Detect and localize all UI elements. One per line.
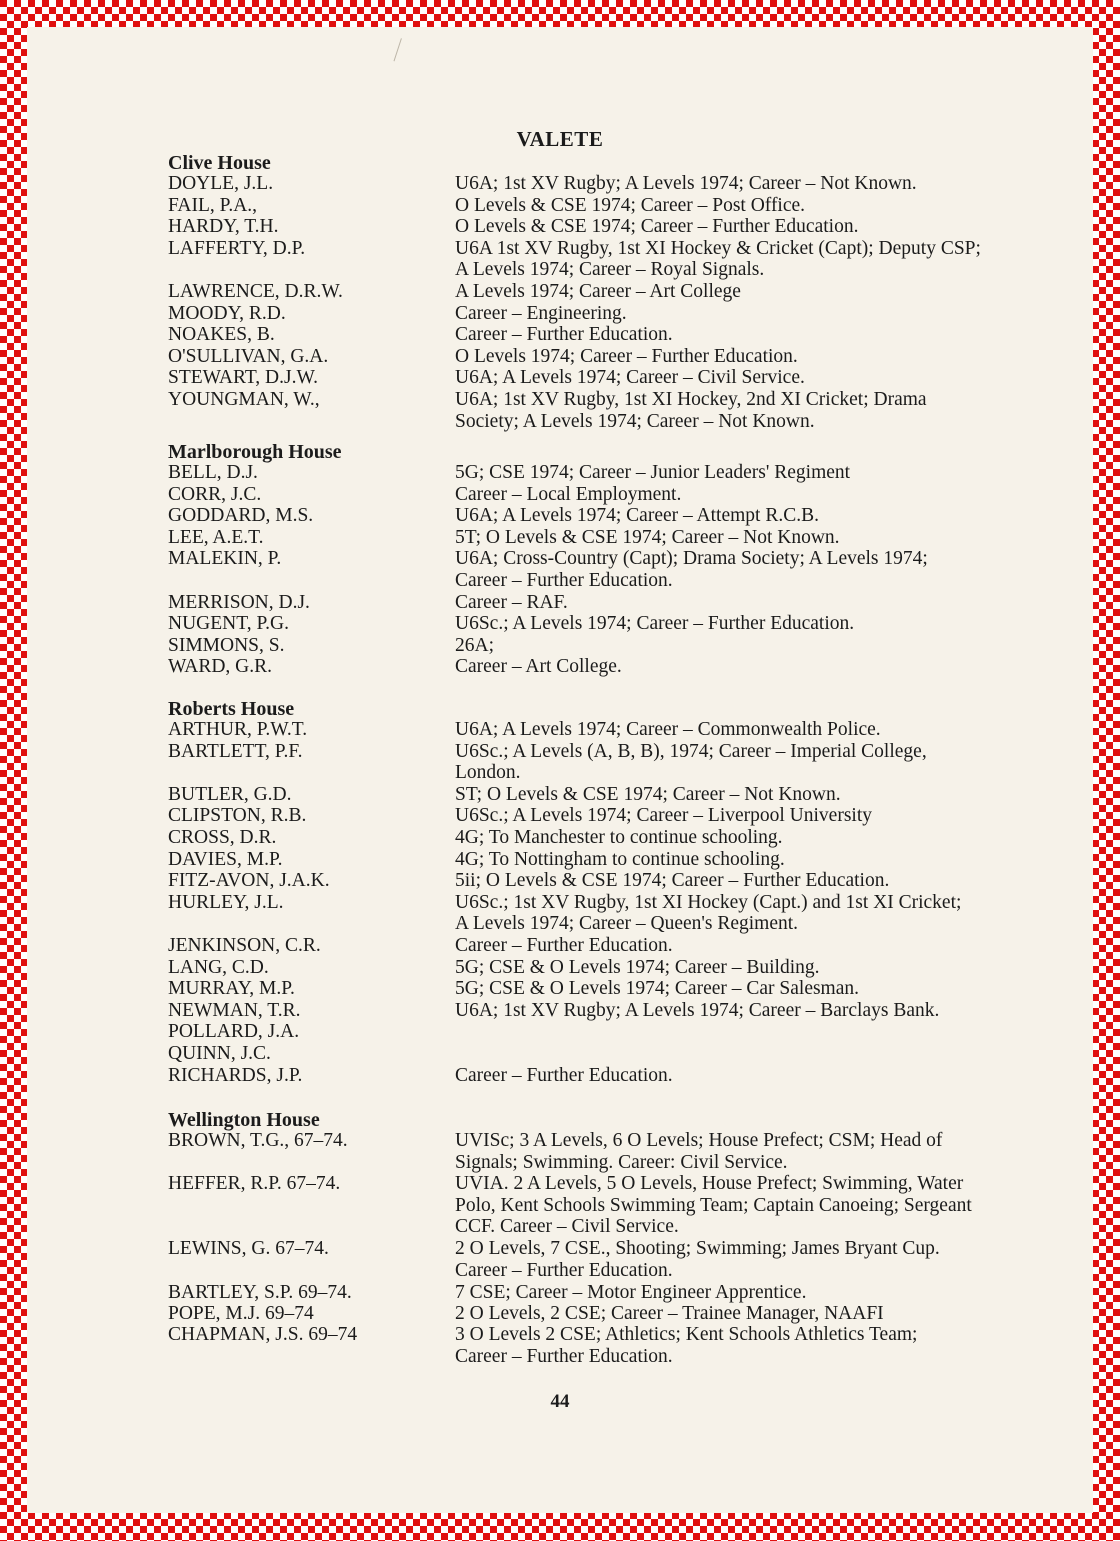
student-detail [455,656,1075,678]
detail-line: U6Sc.; A Levels 1974; Career – Further Education. [455,613,855,635]
student-name: DAVIES, M.P. [168,848,283,870]
student-name: ARTHUR, P.W.T. [168,719,308,740]
student-detail [455,805,1075,827]
student-detail [455,548,1075,591]
student-name: QUINN, J.C. [168,1043,271,1064]
detail-line: Career – Further Education. [455,935,673,956]
student-detail [455,324,1075,346]
student-name: MOODY, R.D. [168,302,286,324]
student-detail [455,346,1075,368]
detail-line: U6Sc.; 1st XV Rugby, 1st XI Hockey (Capt.) and 1st XI Cricket; [455,891,962,913]
detail-line: UVIA. 2 A Levels, 5 O Levels, House Prefect; Swimming, Water [455,1173,964,1195]
student-detail [455,892,1075,935]
student-detail [455,613,1075,635]
detail-line: Career – Further Education. [455,1259,673,1281]
document-page [27,27,1093,1513]
detail-line: 2 O Levels, 2 CSE; Career – Trainee Manager, NAAFI [455,1302,884,1324]
detail-line: O Levels & CSE 1974; Career – Further Education. [455,216,859,238]
detail-line: 5T; O Levels & CSE 1974; Career – Not Known. [455,526,840,548]
student-name: LAWRENCE, D.R.W. [168,281,343,302]
student-detail [455,484,1075,506]
student-name: BUTLER, G.D. [168,783,292,805]
detail-line: U6Sc.; A Levels (A, B, B), 1974; Career – Imperial College, [455,740,927,762]
student-name: HARDY, T.H. [168,216,279,238]
detail-line: 4G; To Manchester to continue schooling. [455,827,783,848]
student-name: NUGENT, P.G. [168,613,289,635]
page-title: VALETE [516,127,604,151]
detail-line: U6A; 1st XV Rugby, 1st XI Hockey, 2nd XI Cricket; Drama [455,389,927,410]
student-name: BROWN, T.G., 67–74. [168,1130,348,1151]
student-name: LANG, C.D. [168,956,269,978]
student-detail [455,784,1075,806]
pencil-mark [394,38,410,64]
detail-line: Career – Further Education. [455,324,673,346]
student-name: STEWART, D.J.W. [168,367,318,389]
student-detail [455,367,1075,389]
student-detail [455,741,1075,784]
student-detail [455,389,1075,432]
student-name: WARD, G.R. [168,656,273,678]
student-name: BARTLEY, S.P. 69–74. [168,1282,352,1304]
student-name: MERRISON, D.J. [168,591,310,613]
house-heading: Wellington House [168,1109,320,1131]
student-detail [455,195,1075,217]
student-detail [455,173,1075,195]
student-name: RICHARDS, J.P. [168,1064,303,1086]
student-name: CHAPMAN, J.S. 69–74 [168,1324,358,1346]
detail-line: Career – Art College. [455,656,622,678]
detail-line: 5ii; O Levels & CSE 1974; Career – Further Education. [455,870,890,892]
student-name: CROSS, D.R. [168,827,277,848]
detail-line: A Levels 1974; Career – Royal Signals. [455,259,765,281]
detail-line: Signals; Swimming. Career: Civil Service. [455,1151,788,1173]
detail-line: Career – RAF. [455,591,568,613]
student-name: POLLARD, J.A. [168,1021,300,1043]
student-detail [455,827,1075,849]
page-number: 44 [550,1391,570,1412]
student-name: BELL, D.J. [168,462,258,483]
student-name: BARTLETT, P.F. [168,740,303,762]
student-detail [455,238,1075,281]
detail-line: Career – Engineering. [455,302,627,324]
student-detail [455,1324,1075,1367]
student-name: POPE, M.J. 69–74 [168,1302,314,1324]
student-detail [455,1238,1075,1281]
student-detail [455,635,1075,657]
detail-line: A Levels 1974; Career – Art College [455,281,741,302]
student-detail [455,281,1075,303]
student-name: NOAKES, B. [168,324,275,346]
detail-line: U6A 1st XV Rugby, 1st XI Hockey & Cricket (Capt); Deputy CSP; [455,237,981,259]
detail-line: O Levels 1974; Career – Further Education. [455,345,798,367]
student-name: LEE, A.E.T. [168,526,264,548]
student-name: LAFFERTY, D.P. [168,237,306,259]
detail-line: A Levels 1974; Career – Queen's Regiment. [455,913,799,935]
student-detail [455,1065,1075,1087]
student-detail [455,719,1075,741]
detail-line: Career – Further Education. [455,1064,673,1086]
detail-line: UVISc; 3 A Levels, 6 O Levels; House Prefect; CSM; Head of [455,1130,943,1151]
detail-line: 3 O Levels 2 CSE; Athletics; Kent Schools Athletics Team; [455,1324,918,1346]
student-name: JENKINSON, C.R. [168,935,321,956]
detail-line: Career – Local Employment. [455,483,682,505]
detail-line: 4G; To Nottingham to continue schooling. [455,848,785,870]
student-name: LEWINS, G. 67–74. [168,1238,329,1259]
detail-line: London. [455,762,521,784]
detail-line: 5G; CSE 1974; Career – Junior Leaders' Regiment [455,462,851,483]
detail-line: U6A; 1st XV Rugby; A Levels 1974; Career – Barclays Bank. [455,999,940,1021]
student-detail [455,870,1075,892]
detail-line: 26A; [455,634,494,656]
student-name: HEFFER, R.P. 67–74. [168,1173,341,1195]
student-name: FITZ-AVON, J.A.K. [168,870,330,892]
student-name: O'SULLIVAN, G.A. [168,345,329,367]
detail-line: ST; O Levels & CSE 1974; Career – Not Known. [455,783,841,805]
detail-line: Polo, Kent Schools Swimming Team; Captain Canoeing; Sergeant [455,1194,972,1216]
detail-line: 7 CSE; Career – Motor Engineer Apprentice. [455,1282,807,1304]
detail-line: Career – Further Education. [455,1345,673,1367]
detail-line: U6A; A Levels 1974; Career – Attempt R.C.B. [455,505,819,527]
student-detail [455,1173,1075,1238]
student-detail [455,592,1075,614]
house-heading: Marlborough House [168,441,342,463]
student-name: SIMMONS, S. [168,634,285,656]
detail-line: 2 O Levels, 7 CSE., Shooting; Swimming; James Bryant Cup. [455,1238,940,1259]
detail-line: Society; A Levels 1974; Career – Not Known. [455,410,815,432]
detail-line: 5G; CSE & O Levels 1974; Career – Building. [455,956,820,978]
student-name: GODDARD, M.S. [168,505,314,527]
student-detail [455,505,1075,527]
student-detail [455,849,1075,871]
student-name: MALEKIN, P. [168,548,282,570]
house-heading: Roberts House [168,698,295,720]
student-detail [455,1130,1075,1173]
student-name: MURRAY, M.P. [168,978,295,1000]
student-detail [455,216,1075,238]
student-name: YOUNGMAN, W., [168,389,320,410]
student-detail [455,957,1075,979]
student-name: DOYLE, J.L. [168,173,274,194]
student-name: FAIL, P.A., [168,194,258,216]
detail-line: Career – Further Education. [455,569,673,591]
student-detail [455,1303,1075,1325]
student-detail [455,527,1075,549]
detail-line: U6A; A Levels 1974; Career – Civil Service. [455,367,805,389]
house-heading: Clive House [168,152,271,174]
student-detail [455,978,1075,1000]
student-detail [455,1282,1075,1304]
student-detail [455,935,1075,957]
student-name: NEWMAN, T.R. [168,999,301,1021]
detail-line: U6A; A Levels 1974; Career – Commonwealth Police. [455,719,881,740]
detail-line: 5G; CSE & O Levels 1974; Career – Car Salesman. [455,978,860,1000]
student-name: CORR, J.C. [168,483,262,505]
student-detail [455,1000,1075,1022]
detail-line: O Levels & CSE 1974; Career – Post Office. [455,194,806,216]
detail-line: U6A; Cross-Country (Capt); Drama Society; A Levels 1974; [455,548,928,570]
detail-line: U6Sc.; A Levels 1974; Career – Liverpool University [455,805,873,827]
student-name: HURLEY, J.L. [168,891,284,913]
detail-line: U6A; 1st XV Rugby; A Levels 1974; Career – Not Known. [455,173,917,194]
student-detail [455,303,1075,325]
student-detail [455,462,1075,484]
student-name: CLIPSTON, R.B. [168,805,307,827]
detail-line: CCF. Career – Civil Service. [455,1216,679,1238]
